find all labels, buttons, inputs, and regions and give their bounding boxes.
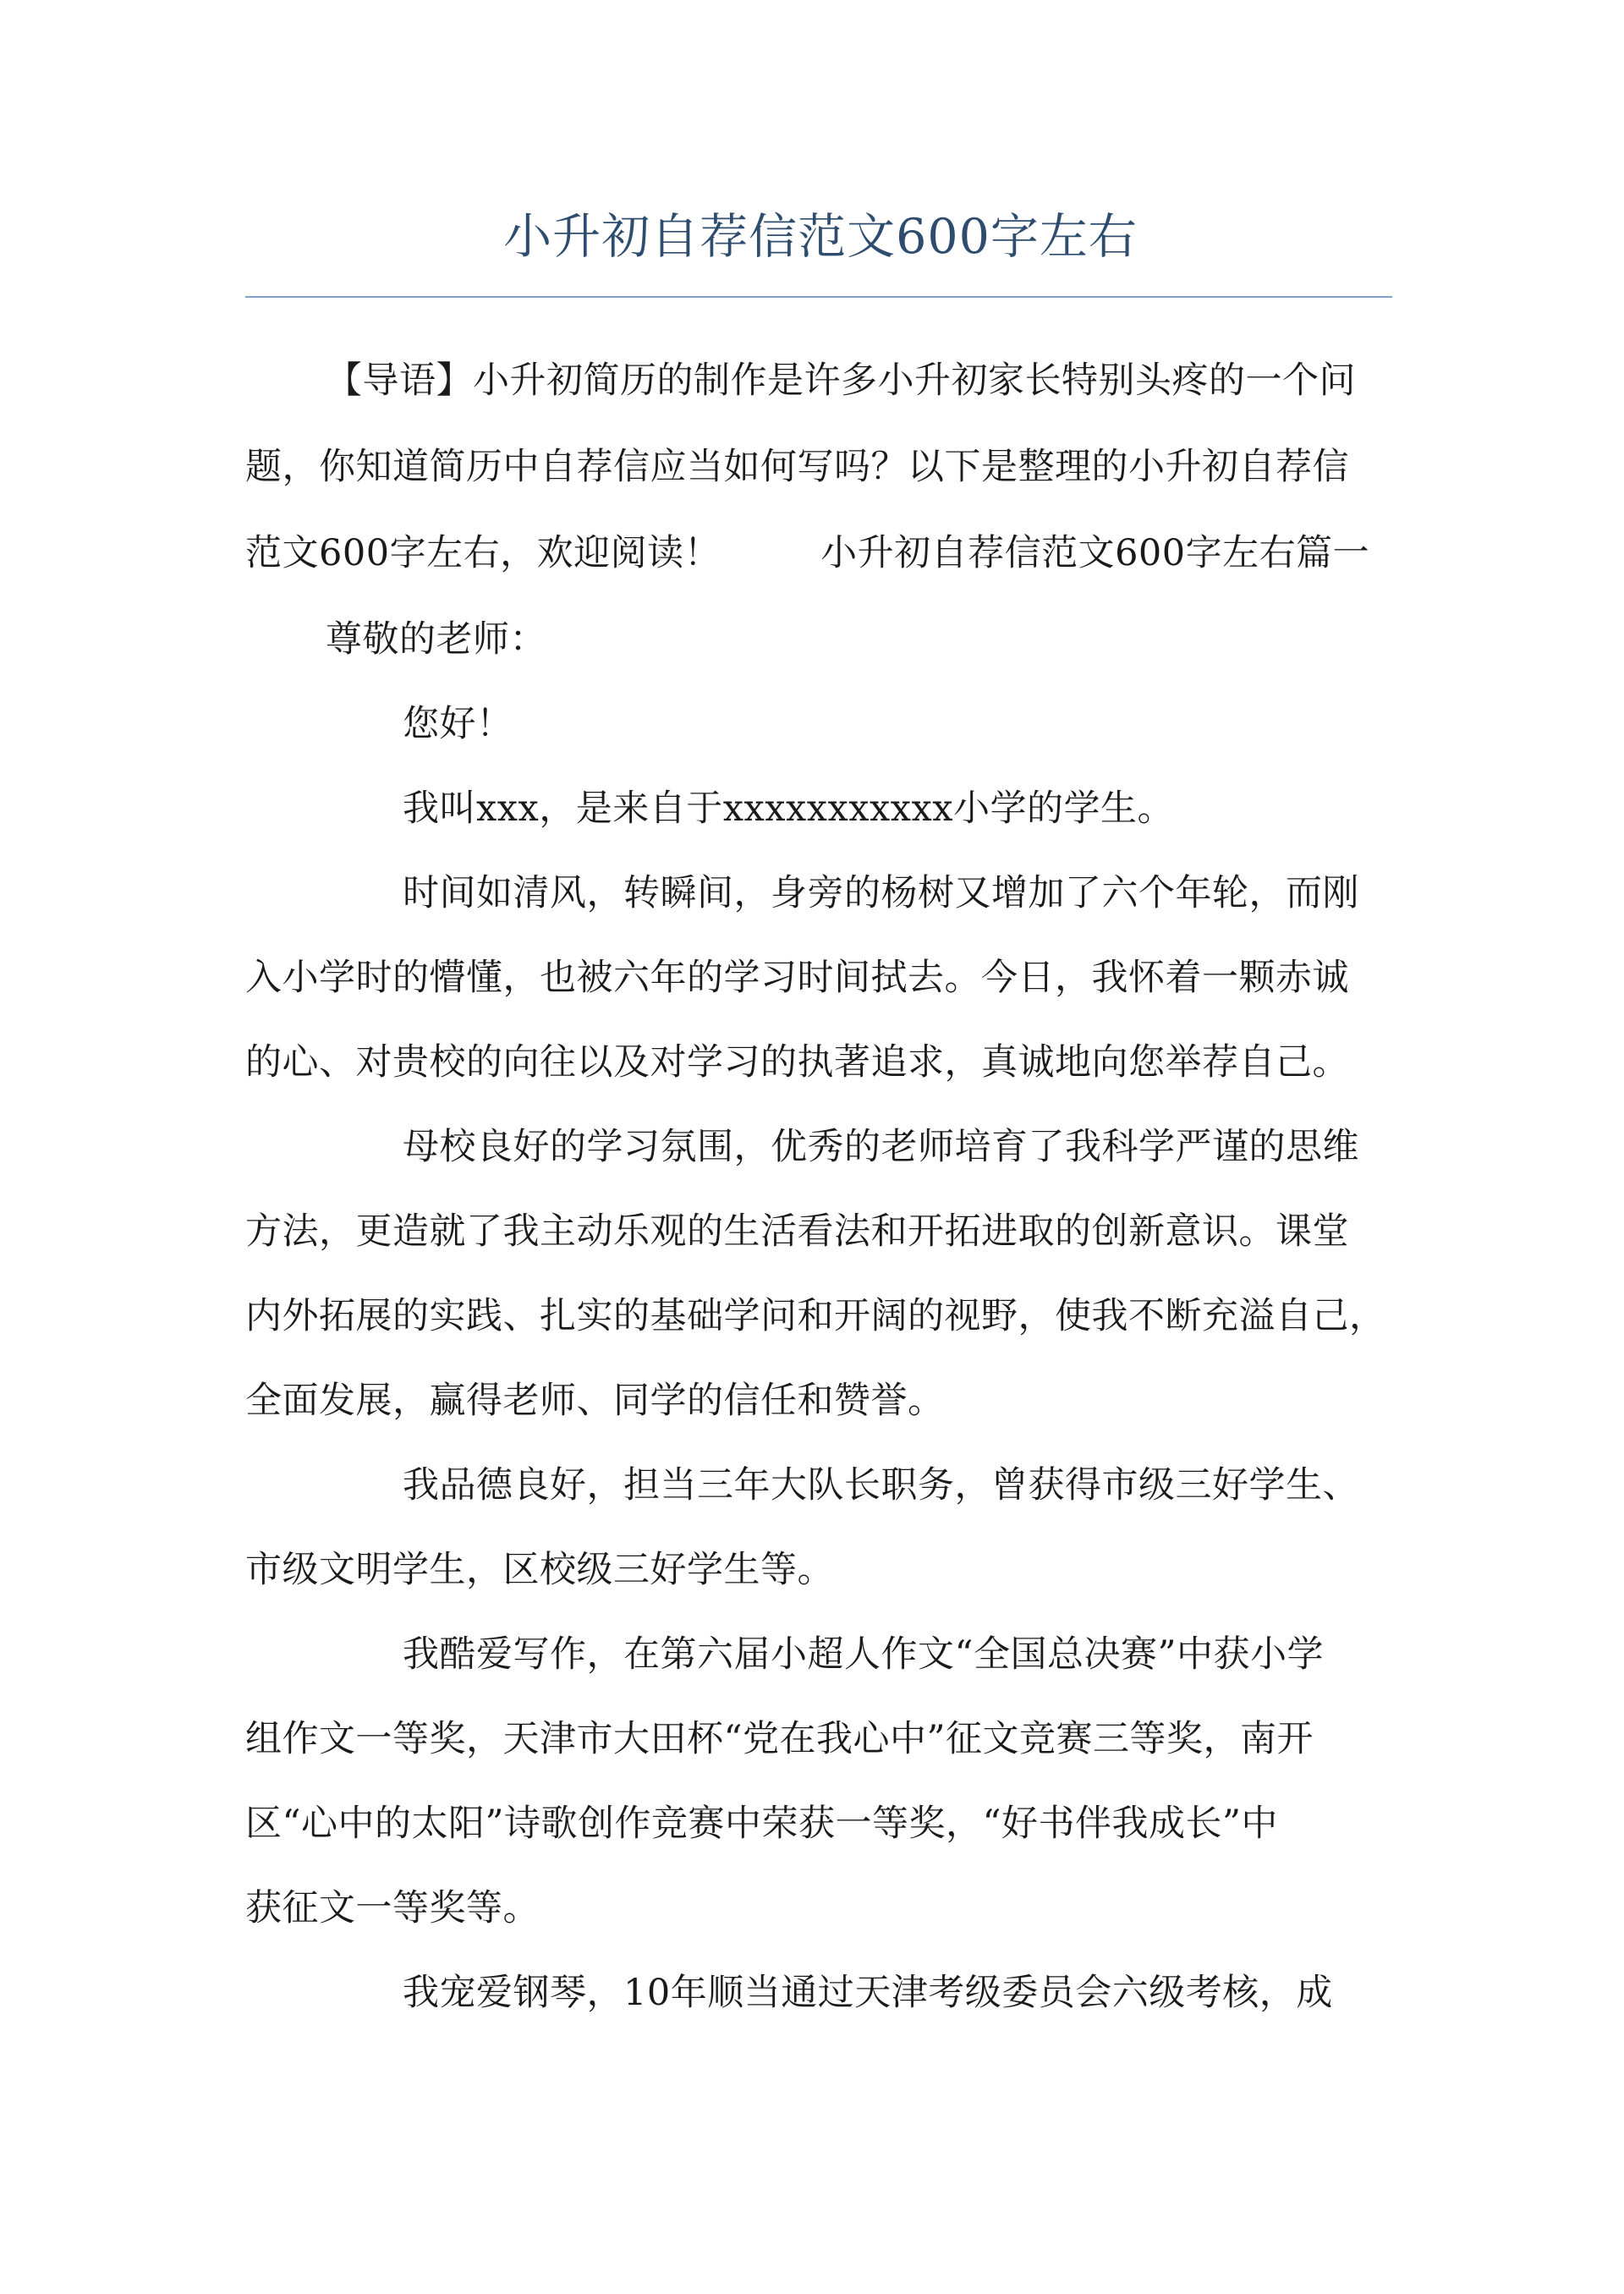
paragraph-line: 市级文明学生，区校级三好学生等。 — [245, 1549, 834, 1591]
paragraph-line: 入小学时的懵懂，也被六年的学习时间拭去。今日，我怀着一颗赤诚 — [245, 957, 1349, 999]
paragraph-line: 我品德良好，担当三年大队长职务，曾获得市级三好学生、 — [403, 1464, 1359, 1506]
paragraph-line — [245, 528, 1396, 579]
paragraph-line: 区“心中的太阳”诗歌创作竞赛中荣获一等奖，“好书伴我成长”中 — [245, 1803, 1278, 1845]
paragraph-line: 方法，更造就了我主动乐观的生活看法和开拓进取的创新意识。课堂 — [245, 1210, 1349, 1253]
title-underline — [245, 296, 1392, 298]
paragraph-line: 的心、对贵校的向往以及对学习的执著追求，真诚地向您举荐自己。 — [245, 1041, 1349, 1084]
paragraph-line: 内外拓展的实践、扎实的基础学问和开阔的视野，使我不断充溢自己， — [245, 1295, 1386, 1337]
paragraph-line: 全面发展，赢得老师、同学的信任和赞誉。 — [245, 1380, 945, 1422]
greeting: 您好！ — [403, 703, 513, 745]
salutation: 尊敬的老师： — [326, 618, 546, 661]
document-title: 小升初自荐信范文600字左右 — [503, 209, 1138, 265]
section-heading: 小升初自荐信范文600字左右篇一 — [820, 532, 1370, 574]
paragraph-line: 我宠爱钢琴，10年顺当通过天津考级委员会六级考核，成 — [403, 1972, 1333, 2014]
paragraph-line: 我叫xxx，是来自于xxxxxxxxxxx小学的学生。 — [403, 788, 1175, 830]
paragraph-line: 时间如清风，转瞬间，身旁的杨树又增加了六个年轮，而刚 — [403, 872, 1359, 914]
paragraph-line: 题，你知道简历中自荐信应当如何写吗？以下是整理的小升初自荐信 — [245, 446, 1349, 488]
paragraph-line: 母校良好的学习氛围，优秀的老师培育了我科学严谨的思维 — [403, 1126, 1359, 1168]
paragraph-line: 【导语】小升初简历的制作是许多小升初家长特别头疼的一个问 — [326, 359, 1356, 402]
paragraph-line: 获征文一等奖等。 — [245, 1887, 540, 1929]
paragraph-line: 组作文一等奖，天津市大田杯“党在我心中”征文竞赛三等奖，南开 — [245, 1718, 1314, 1760]
paragraph-line: 我酷爱写作，在第六届小超人作文“全国总决赛”中获小学 — [403, 1633, 1324, 1676]
paragraph-text: 范文600字左右，欢迎阅读！ — [245, 532, 721, 574]
